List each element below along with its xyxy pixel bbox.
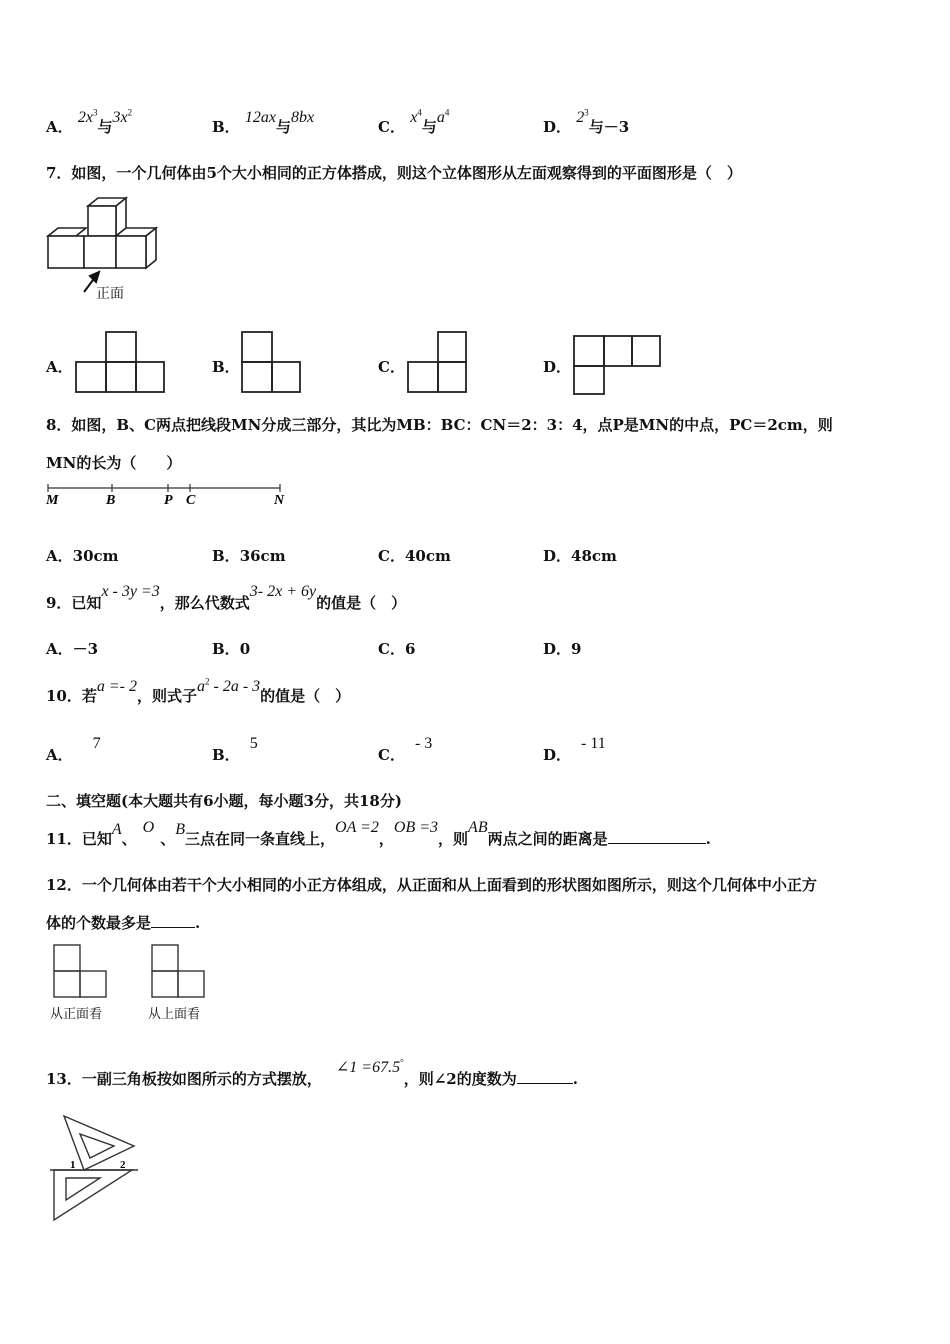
q8-option-c[interactable] bbox=[378, 545, 451, 566]
q11-stem bbox=[46, 819, 711, 849]
q7-option-d[interactable] bbox=[543, 356, 571, 377]
cube-side-face bbox=[146, 228, 156, 268]
point-label-b: B bbox=[106, 493, 116, 508]
q9-option-c[interactable] bbox=[378, 638, 415, 659]
q12-caption-front: 从正面看 bbox=[50, 1007, 103, 1022]
option-letter: B． bbox=[212, 746, 240, 764]
q8-stem-line2: MN的长为（ ） bbox=[46, 454, 182, 472]
option-value: 7 bbox=[92, 735, 101, 752]
q6-c-expr1: $x^4$ bbox=[410, 107, 422, 126]
option-letter: D． bbox=[543, 118, 572, 136]
q6-c-expr2: $a^4$ bbox=[436, 107, 450, 126]
q11-suffix: 两点之间的距离是 bbox=[487, 830, 608, 848]
option-letter: A． bbox=[46, 118, 73, 136]
q6-a-conj: 与 bbox=[97, 118, 113, 136]
q11-mid: 三点在同一条直线上， bbox=[185, 830, 336, 848]
q10-condition: a =- 2 bbox=[96, 678, 137, 695]
q11-sep: 、 bbox=[121, 830, 137, 848]
option-value: 9 bbox=[571, 640, 582, 658]
q9-expression: 3- 2x + 6y bbox=[249, 583, 317, 600]
option-letter: D． bbox=[543, 746, 572, 764]
q11-point-b: B bbox=[175, 821, 186, 838]
q13-suffix: ，则∠2的度数为 bbox=[403, 1070, 517, 1088]
q7-stem: 7．如图，一个几何体由5个大小相同的正方体搭成，则这个立体图形从左面观察得到的平面图形是（ ） bbox=[46, 164, 742, 182]
option-value: - 11 bbox=[581, 735, 606, 752]
q9-option-a[interactable] bbox=[46, 638, 98, 659]
q10-option-d[interactable] bbox=[543, 735, 606, 765]
q6-b-conj: 与 bbox=[276, 118, 292, 136]
q6-option-d[interactable] bbox=[543, 107, 630, 137]
q9-suffix: 的值是（ ） bbox=[316, 594, 407, 612]
option-value: - 3 bbox=[414, 735, 433, 752]
q8-segment-figure bbox=[44, 482, 294, 510]
q11-point-o: O bbox=[142, 819, 155, 836]
q9-option-d[interactable] bbox=[543, 638, 581, 659]
cube-front-face bbox=[84, 236, 116, 268]
q6-option-c[interactable] bbox=[378, 107, 450, 137]
q11-answer-blank[interactable] bbox=[608, 829, 706, 844]
q10-expression: $a^2 - 2a - 3$ bbox=[197, 676, 261, 695]
q6-option-b[interactable] bbox=[212, 109, 315, 137]
q7-front-label: 正面 bbox=[96, 286, 124, 302]
option-value: 0 bbox=[239, 640, 251, 658]
section-heading: 二、填空题(本大题共有6小题，每小题3分，共18分) bbox=[46, 792, 402, 810]
q8-stem-line1: 8．如图，B、C两点把线段MN分成三部分，其比为MB：BC：CN＝2：3：4，点P是MN的中点，PC＝2cm，则 bbox=[46, 416, 833, 434]
option-value: 40cm bbox=[404, 547, 451, 565]
option-letter: D． bbox=[543, 358, 572, 376]
q6-d-expr1: $2^3$ bbox=[576, 107, 589, 126]
option-value: 5 bbox=[249, 735, 258, 752]
q12-end: . bbox=[195, 914, 201, 932]
q9-prefix: 9．已知 bbox=[46, 594, 102, 612]
q9-condition: x - 3y =3 bbox=[101, 583, 160, 600]
q12-stem-line1: 12．一个几何体由若干个大小相同的小正方体组成，从正面和从上面看到的形状图如图所示，则这个几何体中小正方 bbox=[46, 876, 817, 894]
q8-option-b[interactable] bbox=[212, 545, 286, 566]
option-letter: C． bbox=[378, 746, 405, 764]
point-label-n: N bbox=[274, 493, 285, 508]
q13-stem bbox=[46, 1057, 578, 1089]
q8-option-d[interactable] bbox=[543, 545, 617, 566]
angle-label-1: 1 bbox=[70, 1159, 76, 1171]
option-letter: B． bbox=[212, 547, 240, 565]
q12-top-view bbox=[150, 943, 210, 999]
q11-prefix: 11．已知 bbox=[46, 830, 112, 848]
q9-middle: ，那么代数式 bbox=[159, 594, 250, 612]
option-value: 48cm bbox=[571, 547, 617, 565]
q6-a-expr1: $2x^3$ bbox=[77, 107, 98, 126]
q11-point-a: A bbox=[111, 821, 122, 838]
q8-option-a[interactable] bbox=[46, 545, 119, 566]
point-label-m: M bbox=[46, 493, 59, 508]
q10-suffix: 的值是（ ） bbox=[260, 687, 351, 705]
option-letter: C． bbox=[378, 547, 405, 565]
q11-end: . bbox=[705, 830, 711, 848]
q6-a-expr2: $3x^2$ bbox=[112, 107, 133, 126]
cube-front-face bbox=[116, 236, 146, 268]
option-letter: A． bbox=[46, 640, 73, 658]
q7-option-b-figure bbox=[240, 330, 304, 394]
option-letter: B． bbox=[212, 640, 240, 658]
q11-comma: ， bbox=[378, 830, 394, 848]
option-value: 6 bbox=[404, 640, 416, 658]
option-letter: C． bbox=[378, 640, 405, 658]
q6-c-conj: 与 bbox=[421, 118, 437, 136]
option-value: －3 bbox=[72, 640, 99, 658]
q12-stem-line2 bbox=[46, 912, 200, 933]
option-letter: C． bbox=[378, 118, 405, 136]
q10-option-a[interactable] bbox=[46, 735, 101, 765]
q7-option-d-figure bbox=[572, 334, 664, 396]
cube-top-face bbox=[48, 228, 86, 236]
q6-d-conj: 与－3 bbox=[588, 118, 630, 136]
q11-then: ，则 bbox=[438, 830, 469, 848]
q10-middle: ，则式子 bbox=[137, 687, 198, 705]
point-label-p: P bbox=[164, 493, 173, 508]
cube-front-face bbox=[48, 236, 84, 268]
q10-stem bbox=[46, 676, 351, 706]
q6-option-a[interactable] bbox=[46, 107, 133, 137]
q13-answer-blank[interactable] bbox=[517, 1069, 573, 1084]
q6-b-expr2: 8bx bbox=[291, 109, 315, 126]
q7-option-a[interactable] bbox=[46, 356, 73, 377]
q9-stem bbox=[46, 583, 407, 613]
q13-end: . bbox=[572, 1070, 578, 1088]
option-value: 36cm bbox=[239, 547, 286, 565]
q7-option-b[interactable] bbox=[212, 356, 240, 377]
q10-option-c[interactable] bbox=[378, 735, 433, 765]
option-letter: C． bbox=[378, 358, 405, 376]
q10-option-b[interactable] bbox=[212, 735, 258, 765]
q13-prefix: 13．一副三角板按如图所示的方式摆放， bbox=[46, 1070, 322, 1088]
option-letter: D． bbox=[543, 547, 572, 565]
option-letter: A． bbox=[46, 358, 73, 376]
upper-set-square-inner bbox=[80, 1134, 114, 1158]
q12-line2-text: 体的个数最多是 bbox=[46, 914, 152, 932]
q6-b-expr1: 12ax bbox=[244, 109, 277, 126]
q7-option-a-figure bbox=[74, 330, 166, 394]
q12-answer-blank[interactable] bbox=[151, 913, 195, 928]
lower-set-square-inner bbox=[66, 1178, 100, 1200]
angle-label-2: 2 bbox=[120, 1159, 126, 1171]
q7-option-c[interactable] bbox=[378, 356, 405, 377]
cube-front-face bbox=[88, 206, 116, 236]
q7-option-c-figure bbox=[406, 330, 470, 394]
q12-caption-top: 从上面看 bbox=[148, 1007, 201, 1022]
option-letter: A． bbox=[46, 547, 73, 565]
q12-front-view bbox=[52, 943, 112, 999]
q9-option-b[interactable] bbox=[212, 638, 250, 659]
q11-ab: AB bbox=[468, 819, 488, 836]
option-letter: B． bbox=[212, 358, 240, 376]
option-letter: A． bbox=[46, 746, 73, 764]
option-value: 30cm bbox=[72, 547, 119, 565]
q11-oa: OA =2 bbox=[335, 819, 379, 836]
q11-ob: OB =3 bbox=[393, 819, 439, 836]
q10-prefix: 10．若 bbox=[46, 687, 97, 705]
point-label-c: C bbox=[186, 493, 196, 508]
q13-angle: ∠1 =67.5° bbox=[335, 1057, 404, 1076]
q11-sep: 、 bbox=[160, 830, 176, 848]
option-letter: B． bbox=[212, 118, 240, 136]
q13-triangle-figure bbox=[50, 1112, 140, 1224]
option-letter: D． bbox=[543, 640, 572, 658]
